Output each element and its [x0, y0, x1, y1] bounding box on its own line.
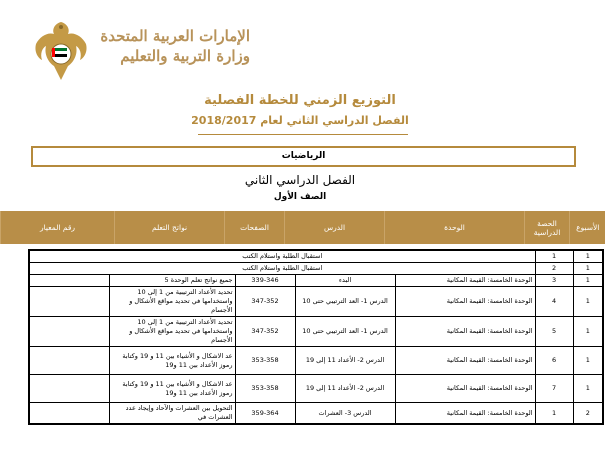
grade-label: الصف الأول [273, 192, 327, 202]
unit-cell: الوحدة الخامسة: القيمة المكانية [395, 347, 535, 375]
period-cell: 2 [535, 263, 573, 275]
unit-cell: الوحدة الخامسة: القيمة المكانية [395, 375, 535, 403]
title-underline [198, 134, 408, 135]
lesson-cell: الدرس 2- الأعداد 11 إلى 19 [295, 375, 395, 403]
header-period: الحصة الدراسية [525, 211, 570, 244]
pages-cell: 353-358 [235, 375, 295, 403]
week-cell: 2 [573, 403, 603, 425]
period-cell: 4 [535, 287, 573, 317]
standard-cell [29, 403, 109, 425]
header-week: الأسبوع [570, 211, 605, 244]
period-cell: 5 [535, 317, 573, 347]
week-cell: 1 [573, 250, 603, 263]
header-standard: رقم المعيار [1, 211, 115, 244]
header-unit: الوحدة [385, 211, 525, 244]
pages-cell: 347-352 [235, 317, 295, 347]
outcome-cell: تحديد الأعداد الترتيبية من 1 إلى 10 واستخدامها في تحديد مواقع الأشكال و الأجسام [109, 317, 235, 347]
week-cell: 1 [573, 263, 603, 275]
standard-cell [29, 287, 109, 317]
merged-cell: استقبال الطلبة واستلام الكتب [29, 263, 535, 275]
week-cell: 1 [573, 275, 603, 287]
table-row [29, 287, 603, 317]
period-cell: 1 [535, 403, 573, 425]
lesson-cell: الدرس 1- العد الترتيبي حتى 10 [295, 287, 395, 317]
table-row [29, 263, 603, 275]
standard-cell [29, 275, 109, 287]
header-pages: الصفحات [225, 211, 285, 244]
period-cell: 1 [535, 250, 573, 263]
lesson-cell: البدء [295, 275, 395, 287]
pages-cell: 347-352 [235, 287, 295, 317]
table-header [0, 211, 605, 244]
table-row [29, 275, 603, 287]
unit-cell: الوحدة الخامسة: القيمة المكانية [395, 317, 535, 347]
table-row [29, 347, 603, 375]
table-row [29, 403, 603, 425]
week-cell: 1 [573, 375, 603, 403]
ministry-line1: الإمارات العربية المتحدة [100, 27, 250, 45]
outcome-cell: عد الاشكال و الأشياء بين 11 و 19 وكتابة رموز الأعداد بين 11 و19 [109, 375, 235, 403]
pages-cell: 339-346 [235, 275, 295, 287]
pages-cell: 353-358 [235, 347, 295, 375]
subject-box: الرياضيات [31, 146, 576, 167]
lesson-cell: الدرس 2- الأعداد 11 إلى 19 [295, 347, 395, 375]
week-cell: 1 [573, 317, 603, 347]
outcome-cell: جميع نواتج تعلم الوحدة 5 [109, 275, 235, 287]
period-cell: 6 [535, 347, 573, 375]
unit-cell: الوحدة الخامسة: القيمة المكانية [395, 287, 535, 317]
page-title: التوزيع الزمني للخطة الفصلية [204, 93, 396, 108]
plan-table [28, 249, 604, 425]
unit-cell: الوحدة الخامسة: القيمة المكانية [395, 275, 535, 287]
standard-cell [29, 317, 109, 347]
merged-cell: استقبال الطلبة واستلام الكتب [29, 250, 535, 263]
page-subtitle: الفصل الدراسي الثاني لعام 2018/2017 [191, 114, 409, 127]
period-cell: 3 [535, 275, 573, 287]
uae-emblem-icon [30, 18, 92, 84]
unit-cell: الوحدة الخامسة: القيمة المكانية [395, 403, 535, 425]
week-cell: 1 [573, 347, 603, 375]
outcome-cell: عد الاشكال و الأشياء بين 11 و 19 وكتابة رموز الأعداد بين 11 و19 [109, 347, 235, 375]
standard-cell [29, 375, 109, 403]
period-cell: 7 [535, 375, 573, 403]
outcome-cell: تحديد الأعداد الترتيبية من 1 إلى 10 واستخدامها في تحديد مواقع الأشكال و الأجسام [109, 287, 235, 317]
standard-cell [29, 347, 109, 375]
pages-cell: 359-364 [235, 403, 295, 425]
table-row [29, 250, 603, 263]
semester-label: الفصل الدراسي الثاني [244, 173, 356, 187]
table-row [29, 317, 603, 347]
ministry-name [100, 26, 250, 66]
table-row [29, 375, 603, 403]
lesson-cell: الدرس 1- العد الترتيبي حتى 10 [295, 317, 395, 347]
ministry-line2: وزارة التربية والتعليم [120, 47, 250, 65]
outcome-cell: التحويل بين العشرات والآحاد وإيجاد عدد العشرات في [109, 403, 235, 425]
week-cell: 1 [573, 287, 603, 317]
lesson-cell: الدرس 3- العشرات [295, 403, 395, 425]
header-outcomes: نواتج التعلم [115, 211, 225, 244]
header-lesson: الدرس [285, 211, 385, 244]
